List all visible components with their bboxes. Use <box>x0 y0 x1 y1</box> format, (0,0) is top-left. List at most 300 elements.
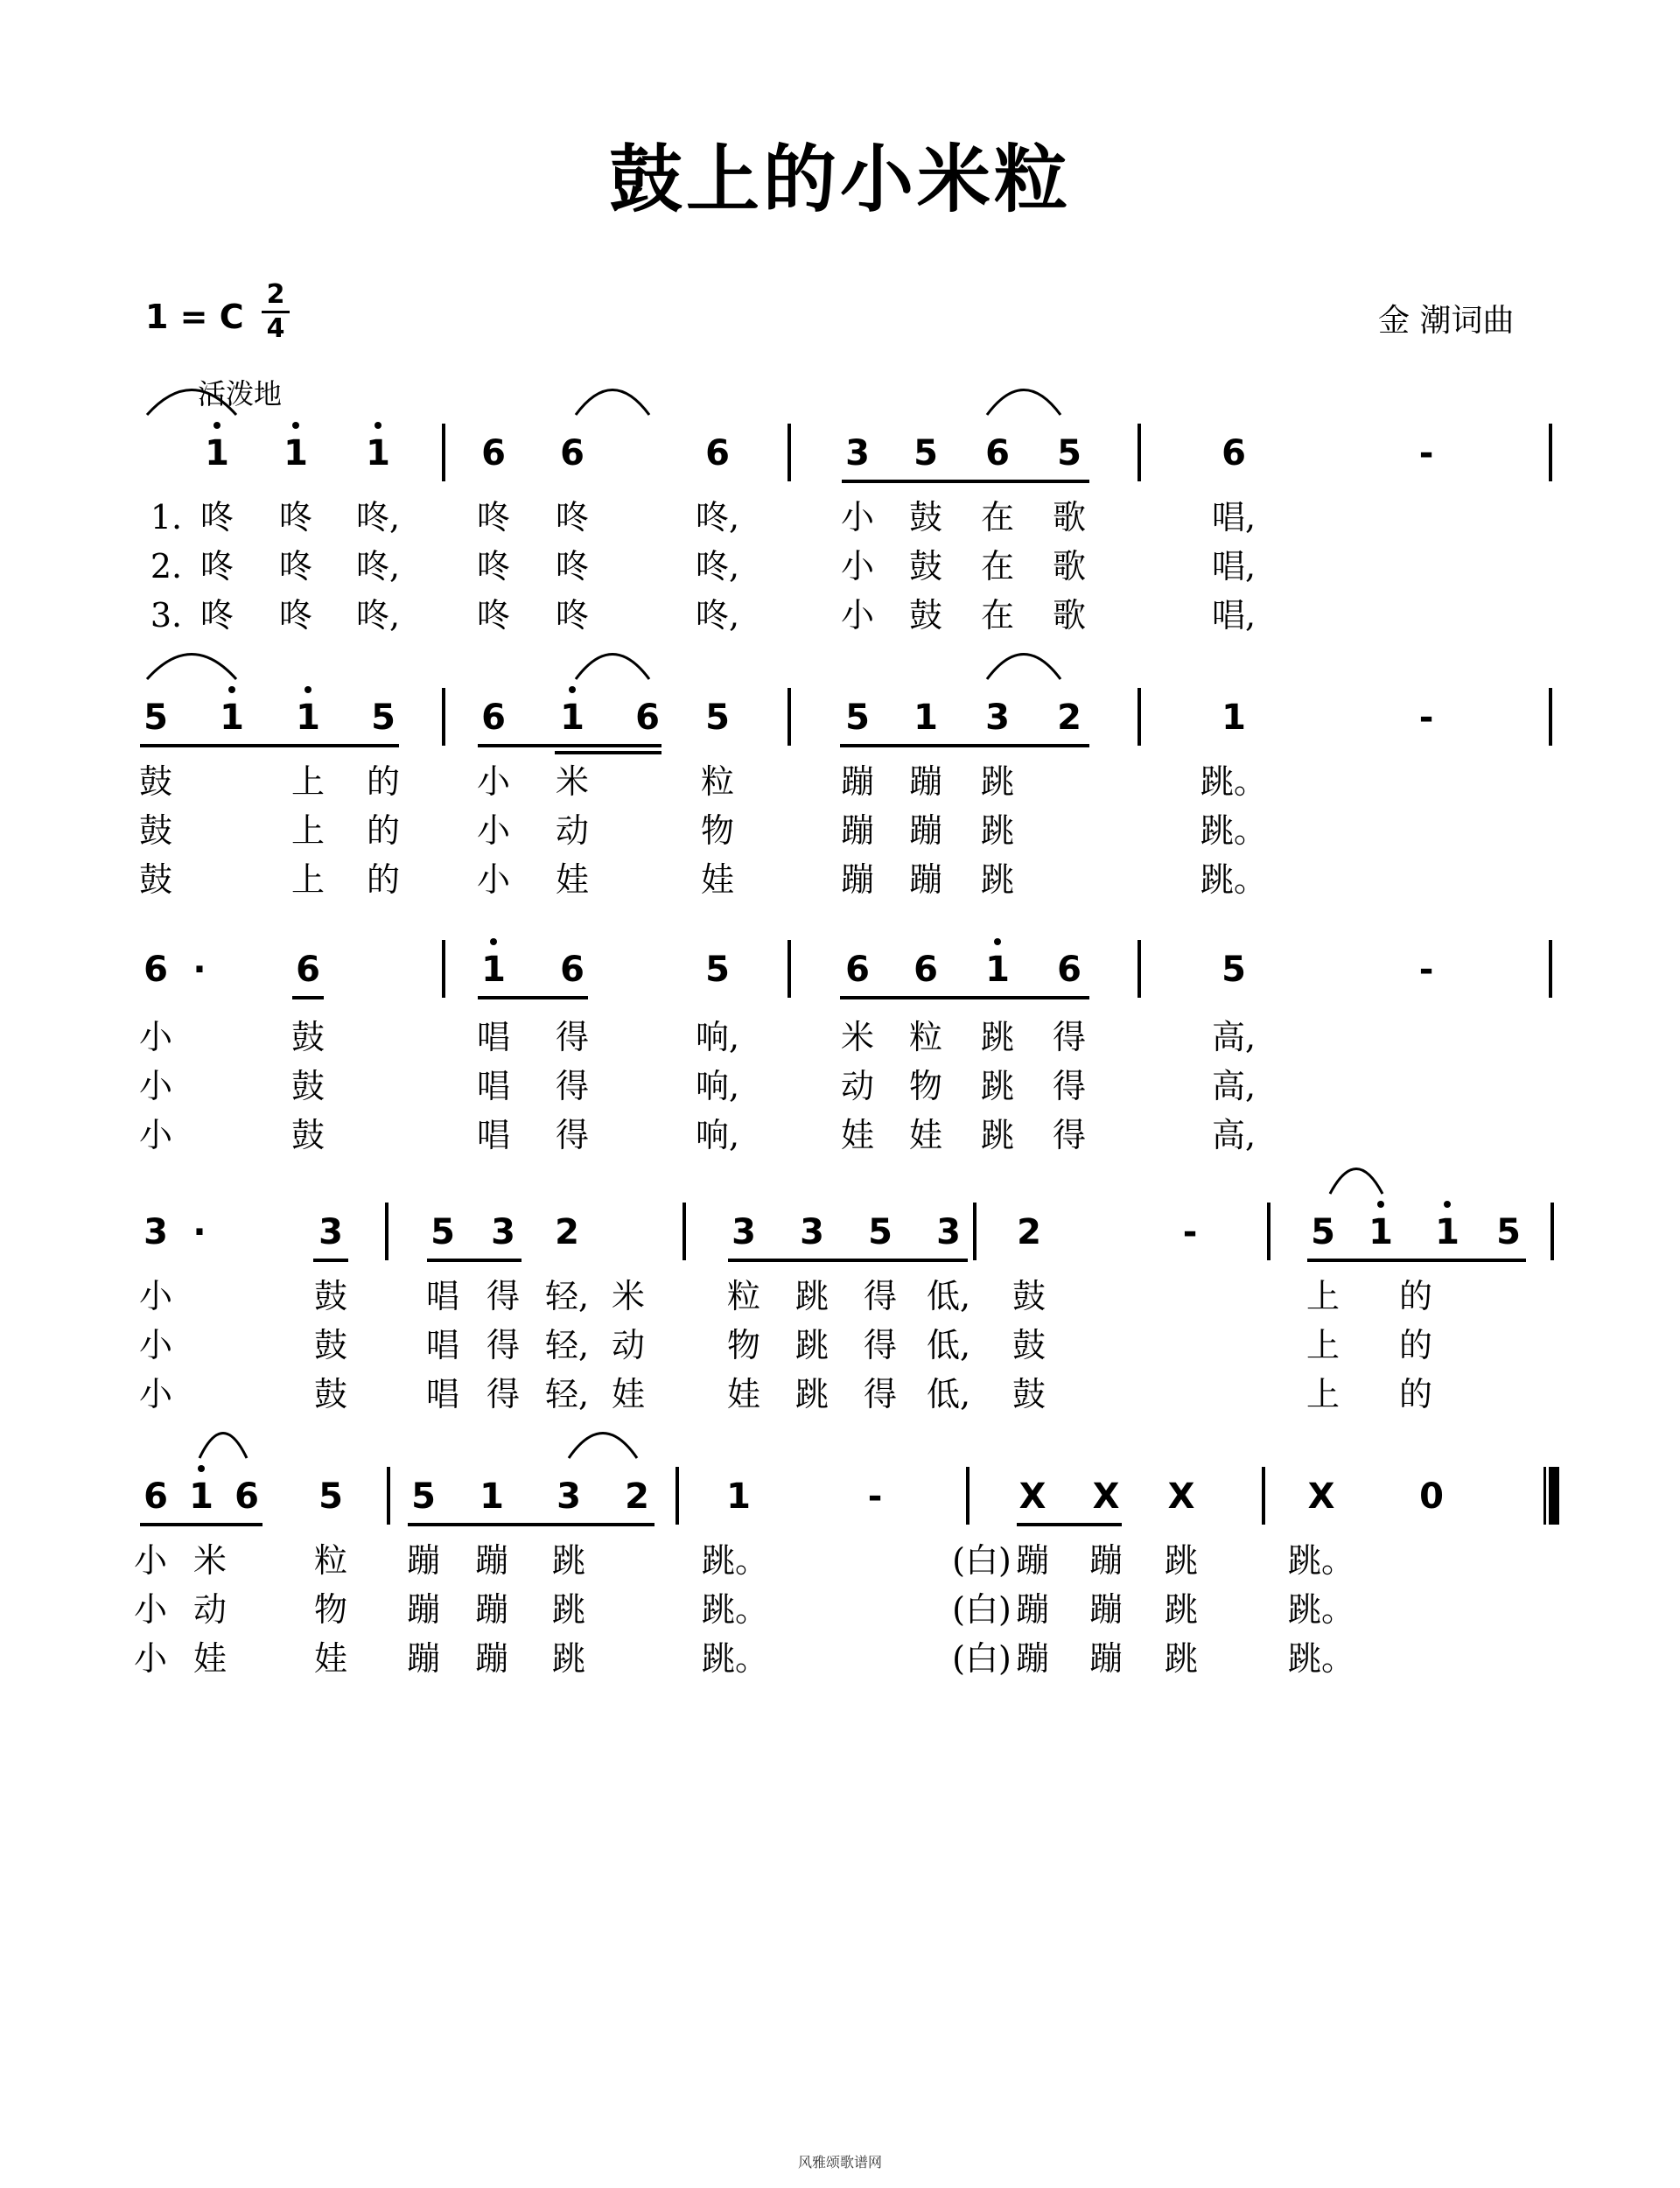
eighth-note-beam <box>1017 1523 1122 1526</box>
lyric-syllable: 小 <box>138 1326 173 1364</box>
lyric-syllable: 得 <box>486 1326 521 1364</box>
lyric-syllable: 咚 <box>200 498 234 536</box>
jianpu-note: 3 <box>144 1212 168 1252</box>
lyric-syllable: 唱, <box>1211 596 1256 635</box>
lyric-syllable: 蹦 <box>908 860 943 899</box>
slur-arc <box>564 1427 641 1462</box>
jianpu-note: 3 <box>318 1212 343 1252</box>
slur-arc <box>571 648 654 683</box>
lyric-syllable: 咚, <box>695 596 740 635</box>
lyric-syllable: 小 <box>138 1116 173 1154</box>
lyric-syllable: 鼓 <box>290 1116 326 1154</box>
lyric-syllable: 娃 <box>611 1375 646 1413</box>
jianpu-note: 1 <box>480 1476 504 1517</box>
jianpu-note: 1 <box>189 1476 214 1517</box>
lyric-syllable: 粒 <box>700 762 735 801</box>
lyric-syllable: 蹦 <box>406 1590 441 1629</box>
eighth-note-beam <box>140 744 399 747</box>
lyric-syllable: 鼓 <box>313 1277 348 1315</box>
lyric-syllable: 跳。 <box>701 1590 769 1629</box>
bar-line <box>1550 1203 1554 1260</box>
jianpu-note: 3 <box>732 1212 756 1252</box>
lyric-syllable: 鼓 <box>313 1326 348 1364</box>
lyric-syllable: 娃 <box>700 860 735 899</box>
lyric-syllable: 上 <box>290 860 326 899</box>
lyric-syllable: 在 <box>980 547 1015 586</box>
lyric-syllable: 物 <box>726 1326 761 1364</box>
jianpu-note: 5 <box>868 1212 892 1252</box>
lyric-syllable: 跳 <box>980 811 1015 850</box>
lyric-syllable: 蹦 <box>406 1541 441 1580</box>
jianpu-note: 6 <box>560 433 584 473</box>
lyric-syllable: 鼓 <box>908 547 943 586</box>
jianpu-note: 6 <box>296 950 320 990</box>
lyric-syllable: 蹦 <box>474 1541 509 1580</box>
jianpu-note: 6 <box>234 1476 259 1517</box>
jianpu-note: 6 <box>1057 950 1082 990</box>
lyric-syllable: 蹦 <box>474 1590 509 1629</box>
lyric-syllable: 在 <box>980 498 1015 536</box>
jianpu-note: 1 <box>914 698 938 738</box>
lyric-syllable: 物 <box>700 811 735 850</box>
lyric-syllable: 跳 <box>794 1277 830 1315</box>
lyric-syllable: 跳 <box>980 860 1015 899</box>
lyric-syllable: 鼓 <box>138 811 173 850</box>
jianpu-note: 5 <box>845 698 870 738</box>
lyric-syllable: 跳。 <box>701 1639 769 1678</box>
jianpu-note: 2 <box>555 1212 579 1252</box>
jianpu-note: 6 <box>845 950 870 990</box>
jianpu-note: 6 <box>481 433 506 473</box>
lyric-syllable: 鼓 <box>313 1375 348 1413</box>
footer-watermark: 风雅颂歌谱网 <box>797 2154 882 2170</box>
song-title: 鼓上的小米粒 <box>608 137 1071 222</box>
lyric-syllable: (白) <box>952 1639 1012 1678</box>
lyric-syllable: 咚, <box>695 498 740 536</box>
key-signature: 1 = C <box>145 298 244 336</box>
high-octave-dot <box>198 1465 205 1472</box>
eighth-note-beam <box>1307 1259 1526 1262</box>
jianpu-note: 5 <box>1311 1212 1335 1252</box>
lyric-syllable: 咚 <box>476 498 511 536</box>
jianpu-note: 1 <box>1435 1212 1460 1252</box>
bar-line <box>966 1467 970 1525</box>
lyric-syllable: 粒 <box>313 1541 348 1580</box>
high-octave-dot <box>374 422 382 429</box>
lyric-syllable: 咚 <box>555 596 590 635</box>
lyric-syllable: 咚, <box>695 547 740 586</box>
lyric-syllable: 蹦 <box>840 811 875 850</box>
high-octave-dot <box>228 686 235 693</box>
lyric-syllable: 蹦 <box>1088 1541 1124 1580</box>
lyric-syllable: 3. <box>150 596 183 635</box>
bar-line <box>682 1203 686 1260</box>
jianpu-note: X <box>1018 1476 1046 1517</box>
jianpu-note: 3 <box>936 1212 961 1252</box>
lyric-syllable: 咚 <box>555 498 590 536</box>
high-octave-dot <box>1377 1201 1384 1208</box>
lyric-syllable: 鼓 <box>908 498 943 536</box>
lyric-syllable: 轻, <box>544 1326 590 1364</box>
lyric-syllable: 唱 <box>425 1375 460 1413</box>
jianpu-note: 3 <box>800 1212 824 1252</box>
lyric-syllable: 粒 <box>726 1277 761 1315</box>
lyric-syllable: 娃 <box>908 1116 943 1154</box>
jianpu-note: 3 <box>556 1476 581 1517</box>
jianpu-note: 5 <box>705 950 730 990</box>
jianpu-note: 5 <box>1222 950 1246 990</box>
lyric-syllable: 娃 <box>840 1116 875 1154</box>
lyric-syllable: 小 <box>133 1590 168 1629</box>
jianpu-note: 5 <box>430 1212 455 1252</box>
lyric-syllable: 小 <box>840 547 875 586</box>
lyric-syllable: 的 <box>366 811 401 850</box>
lyric-syllable: 跳 <box>980 1018 1015 1056</box>
lyric-syllable: 米 <box>611 1277 646 1315</box>
lyric-syllable: 小 <box>133 1639 168 1678</box>
lyric-syllable: 响, <box>695 1018 740 1056</box>
lyric-syllable: 咚 <box>278 596 313 635</box>
lyric-syllable: 跳 <box>551 1639 586 1678</box>
lyric-syllable: 鼓 <box>1012 1277 1046 1315</box>
lyric-syllable: 唱 <box>425 1277 460 1315</box>
lyric-syllable: 蹦 <box>908 811 943 850</box>
jianpu-note: 5 <box>371 698 396 738</box>
lyric-syllable: 物 <box>313 1590 348 1629</box>
bar-line <box>442 424 445 481</box>
eighth-note-beam <box>427 1259 522 1262</box>
lyric-syllable: 跳 <box>980 1067 1015 1105</box>
lyric-syllable: 跳 <box>980 1116 1015 1154</box>
lyric-syllable: 鼓 <box>290 1067 326 1105</box>
lyric-syllable: 粒 <box>908 1018 943 1056</box>
jianpu-note: 3 <box>985 698 1010 738</box>
jianpu-note: 6 <box>144 950 168 990</box>
tempo-marking: 活泼地 <box>198 377 283 410</box>
lyric-syllable: 歌 <box>1052 596 1087 635</box>
lyric-syllable: 跳。 <box>1200 860 1268 899</box>
jianpu-note: 6 <box>635 698 660 738</box>
lyric-syllable: 唱, <box>1211 498 1256 536</box>
lyric-syllable: 跳 <box>980 762 1015 801</box>
bar-line <box>387 1467 390 1525</box>
lyric-syllable: 上 <box>290 762 326 801</box>
jianpu-note: 2 <box>625 1476 649 1517</box>
jianpu-note: 1 <box>284 433 308 473</box>
jianpu-note: 1 <box>366 433 390 473</box>
jianpu-note: 1 <box>296 698 320 738</box>
slur-arc <box>143 383 241 418</box>
slur-arc <box>983 383 1065 418</box>
final-bar-thick <box>1552 1467 1559 1525</box>
lyric-syllable: 小 <box>138 1277 173 1315</box>
lyric-syllable: 唱 <box>476 1067 511 1105</box>
lyric-syllable: 小 <box>476 811 511 850</box>
lyric-syllable: 鼓 <box>138 860 173 899</box>
lyric-syllable: 小 <box>476 860 511 899</box>
high-octave-dot <box>304 686 312 693</box>
lyric-syllable: 上 <box>1306 1277 1340 1315</box>
bar-line <box>1138 688 1141 746</box>
lyric-syllable: 娃 <box>192 1639 228 1678</box>
jianpu-note: 1 <box>1222 698 1246 738</box>
lyric-syllable: (白) <box>952 1590 1012 1629</box>
jianpu-note: 6 <box>985 433 1010 473</box>
eighth-note-beam <box>408 1523 654 1526</box>
jianpu-note: X <box>1092 1476 1120 1517</box>
lyric-syllable: 歌 <box>1052 498 1087 536</box>
jianpu-note: 1 <box>220 698 244 738</box>
jianpu-note: 6 <box>560 950 584 990</box>
jianpu-note: 6 <box>914 950 938 990</box>
lyric-syllable: 小 <box>840 498 875 536</box>
jianpu-note: 2 <box>1057 698 1082 738</box>
eighth-note-beam <box>728 1259 968 1262</box>
jianpu-note: 1 <box>985 950 1010 990</box>
lyric-syllable: 得 <box>863 1277 898 1315</box>
time-signature <box>258 279 293 344</box>
bar-line <box>442 688 445 746</box>
high-octave-dot <box>569 686 576 693</box>
lyric-syllable: 跳 <box>1164 1639 1199 1678</box>
lyric-syllable: 跳。 <box>1287 1541 1355 1580</box>
lyric-syllable: 蹦 <box>1015 1639 1050 1678</box>
lyric-syllable: 低, <box>926 1375 971 1413</box>
lyric-syllable: 上 <box>1306 1326 1340 1364</box>
lyric-syllable: 跳。 <box>1287 1590 1355 1629</box>
lyric-syllable: 跳。 <box>1200 762 1268 801</box>
jianpu-note: X <box>1167 1476 1195 1517</box>
lyric-syllable: 蹦 <box>474 1639 509 1678</box>
dash-sustain: - <box>1182 1212 1198 1252</box>
lyric-syllable: 蹦 <box>1088 1639 1124 1678</box>
jianpu-note: 6 <box>144 1476 168 1517</box>
lyric-syllable: 咚, <box>355 498 401 536</box>
lyric-syllable: 鼓 <box>138 762 173 801</box>
jianpu-note: 5 <box>1496 1212 1521 1252</box>
bar-line <box>788 688 791 746</box>
bar-line <box>973 1203 976 1260</box>
jianpu-note: · <box>192 950 206 990</box>
lyric-syllable: 小 <box>138 1067 173 1105</box>
lyric-syllable: 咚 <box>200 596 234 635</box>
jianpu-note: 6 <box>705 433 730 473</box>
lyric-syllable: 娃 <box>555 860 590 899</box>
lyric-syllable: 唱 <box>476 1018 511 1056</box>
lyric-syllable: 蹦 <box>406 1639 441 1678</box>
lyric-syllable: 鼓 <box>908 596 943 635</box>
lyric-syllable: 动 <box>555 811 590 850</box>
lyric-syllable: 得 <box>1052 1067 1087 1105</box>
slur-arc <box>983 648 1065 683</box>
lyric-syllable: 米 <box>192 1541 228 1580</box>
lyric-syllable: 咚, <box>355 547 401 586</box>
dash-sustain: - <box>867 1476 883 1517</box>
lyric-syllable: 蹦 <box>1015 1541 1050 1580</box>
high-octave-dot <box>214 422 220 429</box>
eighth-note-beam <box>140 1523 262 1526</box>
lyric-syllable: 跳 <box>551 1541 586 1580</box>
lyric-syllable: 咚 <box>278 547 313 586</box>
lyric-syllable: 高, <box>1211 1067 1256 1105</box>
lyric-syllable: 唱, <box>1211 547 1256 586</box>
lyric-syllable: 得 <box>555 1018 590 1056</box>
lyric-syllable: 跳。 <box>701 1541 769 1580</box>
lyric-syllable: 米 <box>555 762 590 801</box>
lyric-syllable: 咚 <box>200 547 234 586</box>
lyric-syllable: 鼓 <box>1012 1326 1046 1364</box>
lyric-syllable: 咚 <box>555 547 590 586</box>
lyric-syllable: 得 <box>555 1116 590 1154</box>
lyric-syllable: 2. <box>150 547 183 586</box>
lyric-syllable: 鼓 <box>1012 1375 1046 1413</box>
composer-credit: 金 潮词曲 <box>1378 303 1515 339</box>
lyric-syllable: 蹦 <box>840 860 875 899</box>
lyric-syllable: 跳 <box>794 1326 830 1364</box>
lyric-syllable: 咚 <box>476 596 511 635</box>
lyric-syllable: 小 <box>133 1541 168 1580</box>
lyric-syllable: 在 <box>980 596 1015 635</box>
jianpu-note: 3 <box>845 433 870 473</box>
bar-line <box>1549 688 1552 746</box>
bar-line <box>1549 424 1552 481</box>
sixteenth-note-beam <box>555 751 662 754</box>
lyric-syllable: 唱 <box>425 1326 460 1364</box>
lyric-syllable: 得 <box>863 1326 898 1364</box>
bar-line <box>442 940 445 998</box>
eighth-note-beam <box>292 996 324 999</box>
lyric-syllable: 小 <box>476 762 511 801</box>
lyric-syllable: 动 <box>840 1067 875 1105</box>
slur-arc <box>195 1427 251 1462</box>
jianpu-note: 2 <box>1017 1212 1041 1252</box>
bar-line <box>1262 1467 1265 1525</box>
final-bar-thin <box>1544 1467 1546 1525</box>
jianpu-note: 5 <box>318 1476 343 1517</box>
lyric-syllable: 咚 <box>476 547 511 586</box>
jianpu-note: 5 <box>705 698 730 738</box>
high-octave-dot <box>490 938 497 945</box>
lyric-syllable: 物 <box>908 1067 943 1105</box>
slur-arc <box>1326 1162 1387 1197</box>
lyric-syllable: 蹦 <box>840 762 875 801</box>
high-octave-dot <box>292 422 299 429</box>
lyric-syllable: 上 <box>1306 1375 1340 1413</box>
lyric-syllable: 鼓 <box>290 1018 326 1056</box>
bar-line <box>676 1467 679 1525</box>
lyric-syllable: 咚 <box>278 498 313 536</box>
bar-line <box>1138 940 1141 998</box>
lyric-syllable: 跳 <box>551 1590 586 1629</box>
lyric-syllable: 蹦 <box>1088 1590 1124 1629</box>
lyric-syllable: 跳 <box>794 1375 830 1413</box>
jianpu-note: 0 <box>1419 1476 1444 1517</box>
high-octave-dot <box>1444 1201 1451 1208</box>
eighth-note-beam <box>842 480 1089 483</box>
lyric-syllable: 跳 <box>1164 1590 1199 1629</box>
lyric-syllable: 响, <box>695 1067 740 1105</box>
lyric-syllable: 的 <box>1398 1375 1433 1413</box>
jianpu-note: 1 <box>481 950 506 990</box>
jianpu-note: 5 <box>914 433 938 473</box>
lyric-syllable: 小 <box>138 1018 173 1056</box>
time-signature-bottom: 4 <box>266 313 285 344</box>
lyric-syllable: 得 <box>1052 1018 1087 1056</box>
jianpu-note: 6 <box>1222 433 1246 473</box>
lyric-syllable: 动 <box>611 1326 646 1364</box>
bar-line <box>385 1203 388 1260</box>
dash-sustain: - <box>1418 950 1434 990</box>
bar-line <box>1138 424 1141 481</box>
lyric-syllable: 得 <box>863 1375 898 1413</box>
jianpu-note: · <box>192 1212 206 1252</box>
lyric-syllable: 娃 <box>313 1639 348 1678</box>
lyric-syllable: 小 <box>138 1375 173 1413</box>
jianpu-note: 1 <box>560 698 584 738</box>
eighth-note-beam <box>478 996 588 999</box>
lyric-syllable: 蹦 <box>1015 1590 1050 1629</box>
jianpu-note: 5 <box>144 698 168 738</box>
lyric-syllable: (白) <box>952 1541 1012 1580</box>
lyric-syllable: 响, <box>695 1116 740 1154</box>
lyric-syllable: 米 <box>840 1018 875 1056</box>
bar-line <box>1549 940 1552 998</box>
lyric-syllable: 的 <box>1398 1277 1433 1315</box>
jianpu-note: 6 <box>481 698 506 738</box>
lyric-syllable: 的 <box>1398 1326 1433 1364</box>
dash-sustain: - <box>1418 433 1434 473</box>
lyric-syllable: 跳。 <box>1200 811 1268 850</box>
slur-arc <box>571 383 654 418</box>
high-octave-dot <box>994 938 1001 945</box>
jianpu-note: 1 <box>1368 1212 1393 1252</box>
dash-sustain: - <box>1418 698 1434 738</box>
lyric-syllable: 唱 <box>476 1116 511 1154</box>
lyric-syllable: 咚, <box>355 596 401 635</box>
bar-line <box>788 940 791 998</box>
eighth-note-beam <box>313 1259 348 1262</box>
lyric-syllable: 的 <box>366 860 401 899</box>
lyric-syllable: 高, <box>1211 1116 1256 1154</box>
lyric-syllable: 动 <box>192 1590 228 1629</box>
jianpu-note: 5 <box>1057 433 1082 473</box>
lyric-syllable: 跳 <box>1164 1541 1199 1580</box>
lyric-syllable: 小 <box>840 596 875 635</box>
jianpu-note: 5 <box>411 1476 436 1517</box>
lyric-syllable: 跳。 <box>1287 1639 1355 1678</box>
bar-line <box>788 424 791 481</box>
eighth-note-beam <box>840 744 1089 747</box>
jianpu-note: 3 <box>491 1212 515 1252</box>
lyric-syllable: 低, <box>926 1326 971 1364</box>
eighth-note-beam <box>840 996 1089 999</box>
lyric-syllable: 得 <box>1052 1116 1087 1154</box>
lyric-syllable: 轻, <box>544 1277 590 1315</box>
lyric-syllable: 1. <box>150 498 183 536</box>
bar-line <box>1267 1203 1270 1260</box>
lyric-syllable: 得 <box>486 1375 521 1413</box>
lyric-syllable: 低, <box>926 1277 971 1315</box>
eighth-note-beam <box>478 744 662 747</box>
lyric-syllable: 上 <box>290 811 326 850</box>
lyric-syllable: 蹦 <box>908 762 943 801</box>
jianpu-note: X <box>1307 1476 1335 1517</box>
lyric-syllable: 得 <box>486 1277 521 1315</box>
lyric-syllable: 高, <box>1211 1018 1256 1056</box>
jianpu-note: 1 <box>205 433 229 473</box>
lyric-syllable: 的 <box>366 762 401 801</box>
lyric-syllable: 娃 <box>726 1375 761 1413</box>
